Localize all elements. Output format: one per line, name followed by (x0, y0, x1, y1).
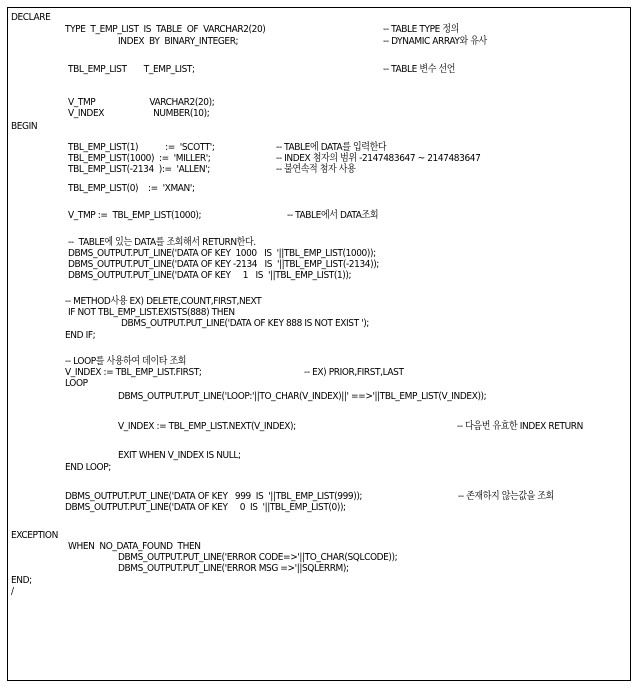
code-line-put-loop: DBMS_OUTPUT.PUT_LINE('LOOP:'||TO_CHAR(V_INDEX)||' ==>'||TBL_EMP_LIST(V_INDEX)); (118, 391, 487, 402)
code-line-put-999: DBMS_OUTPUT.PUT_LINE('DATA OF KEY 999 IS '||TBL_EMP_LIST(999)); (65, 491, 363, 502)
code-line-assign-1000: TBL_EMP_LIST(1000) := 'MILLER'; (68, 153, 211, 164)
code-line-put-error-code: DBMS_OUTPUT.PUT_LINE('ERROR CODE=>'||TO_CHAR(SQLCODE)); (118, 552, 398, 563)
code-comment-lookup: -- TABLE에 있는 DATA를 조회해서 RETURN한다. (68, 237, 256, 248)
code-line-assign-1: TBL_EMP_LIST(1) := 'SCOTT'; (68, 142, 215, 153)
code-line-type-decl: TYPE T_EMP_LIST IS TABLE OF VARCHAR2(20) (65, 24, 266, 35)
code-line-exit-when: EXIT WHEN V_INDEX IS NULL; (118, 450, 241, 461)
code-comment-loop: -- LOOP를 사용하여 데이타 조회 (65, 356, 187, 367)
code-line-v-tmp: V_TMP VARCHAR2(20); (68, 97, 215, 108)
code-line-put-888: DBMS_OUTPUT.PUT_LINE('DATA OF KEY 888 IS NOT EXIST '); (121, 318, 369, 329)
code-line-end: END; (11, 575, 32, 586)
code-line-v-index: V_INDEX NUMBER(10); (68, 108, 210, 119)
code-line-put-0: DBMS_OUTPUT.PUT_LINE('DATA OF KEY 0 IS '||TBL_EMP_LIST(0)); (65, 502, 346, 513)
code-line-put-error-msg: DBMS_OUTPUT.PUT_LINE('ERROR MSG =>'||SQLERRM); (118, 563, 349, 574)
code-line-tbl-var: TBL_EMP_LIST T_EMP_LIST; (68, 64, 195, 75)
code-comment-assign-1: -- TABLE에 DATA를 입력한다 (276, 142, 387, 153)
code-comment-v-index-next: -- 다음번 유효한 INDEX RETURN (457, 421, 583, 432)
code-line-when-no-data: WHEN NO_DATA_FOUND THEN (68, 541, 201, 552)
code-line-v-tmp-assign: V_TMP := TBL_EMP_LIST(1000); (68, 210, 202, 221)
code-comment-assign-neg: -- 불연속적 첨자 사용 (276, 164, 356, 175)
code-line-put-1000: DBMS_OUTPUT.PUT_LINE('DATA OF KEY 1000 IS '||TBL_EMP_LIST(1000)); (68, 248, 376, 259)
code-line-index-by: INDEX BY BINARY_INTEGER; (118, 36, 239, 47)
code-line-put-neg: DBMS_OUTPUT.PUT_LINE('DATA OF KEY -2134 IS '||TBL_EMP_LIST(-2134)); (68, 259, 379, 270)
code-comment-assign-1000: -- INDEX 첨자의 범위 -2147483647 ~ 2147483647 (276, 153, 481, 164)
code-line-assign-0: TBL_EMP_LIST(0) := 'XMAN'; (68, 183, 195, 194)
code-line-if-not: IF NOT TBL_EMP_LIST.EXISTS(888) THEN (68, 307, 235, 318)
code-comment-v-index-first: -- EX) PRIOR,FIRST,LAST (304, 367, 404, 378)
code-comment-put-999: -- 존재하지 않는값을 조회 (458, 491, 554, 502)
code-line-end-loop: END LOOP; (65, 462, 111, 473)
code-line-loop: LOOP (65, 378, 88, 389)
code-comment-method: -- METHOD사용 EX) DELETE,COUNT,FIRST,NEXT (65, 296, 262, 307)
code-line-declare: DECLARE (11, 12, 51, 23)
code-comment-v-tmp-assign: -- TABLE에서 DATA조회 (287, 210, 379, 221)
code-line-slash: / (11, 586, 14, 597)
code-comment-type-decl: -- TABLE TYPE 정의 (383, 24, 459, 35)
code-comment-index-by: -- DYNAMIC ARRAY와 유사 (383, 36, 487, 47)
code-line-put-1: DBMS_OUTPUT.PUT_LINE('DATA OF KEY 1 IS '||TBL_EMP_LIST(1)); (68, 270, 352, 281)
code-line-exception: EXCEPTION (11, 530, 58, 541)
code-comment-tbl-var: -- TABLE 변수 선언 (383, 64, 456, 75)
code-line-assign-neg: TBL_EMP_LIST(-2134 ):= 'ALLEN'; (68, 164, 210, 175)
code-line-v-index-next: V_INDEX := TBL_EMP_LIST.NEXT(V_INDEX); (118, 421, 296, 432)
code-line-end-if: END IF; (65, 330, 96, 341)
code-line-begin: BEGIN (11, 121, 38, 132)
code-line-v-index-first: V_INDEX := TBL_EMP_LIST.FIRST; (65, 367, 202, 378)
